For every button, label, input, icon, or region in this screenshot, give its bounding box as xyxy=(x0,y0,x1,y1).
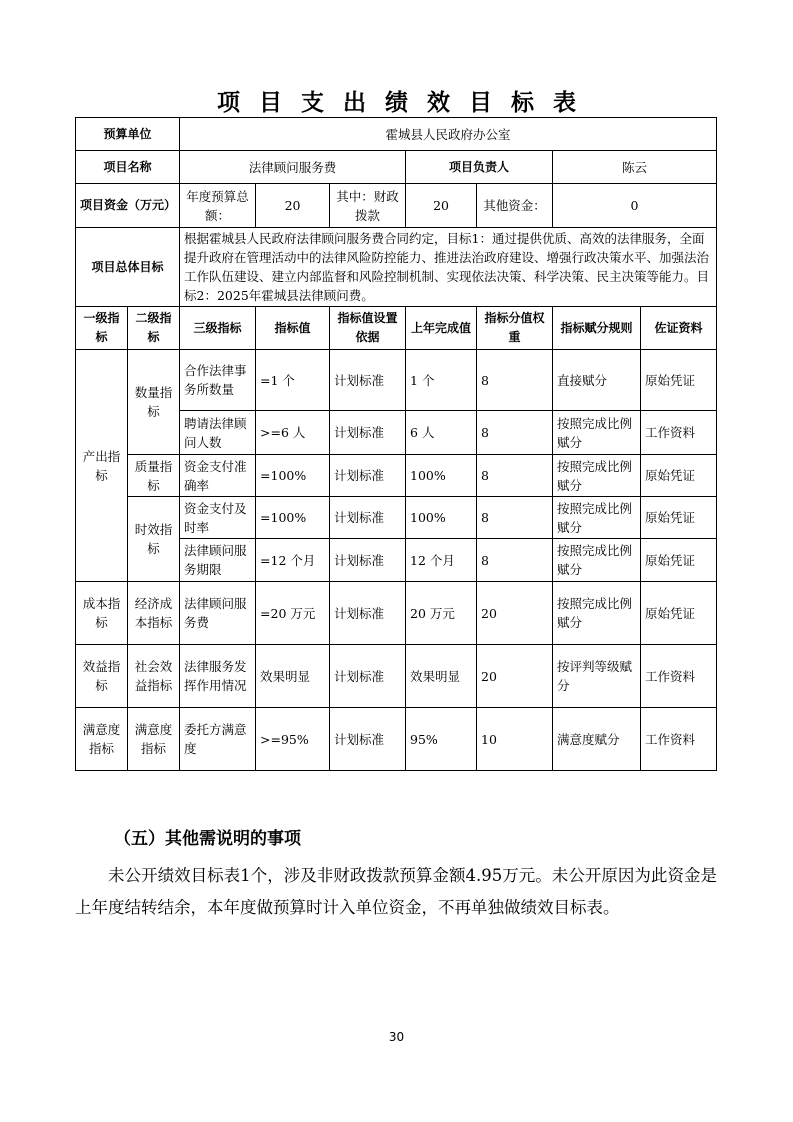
indicator-value: =1 个 xyxy=(256,350,330,411)
indicator-last: 效果明显 xyxy=(406,645,477,708)
annual-budget-value: 20 xyxy=(256,184,330,228)
table-row xyxy=(76,455,717,497)
indicator-name: 法律顾问服务期限 xyxy=(180,539,256,582)
indicator-name: 资金支付准确率 xyxy=(180,455,256,497)
indicator-last: 100% xyxy=(406,497,477,539)
header-evidence: 佐证资料 xyxy=(641,307,717,350)
group-economic-cost: 经济成本指标 xyxy=(128,582,180,645)
indicator-name: 委托方满意度 xyxy=(180,708,256,771)
indicator-value: =100% xyxy=(256,497,330,539)
group-cost: 成本指标 xyxy=(76,582,128,645)
header-level1: 一级指标 xyxy=(76,307,128,350)
group-satisfaction: 满意度指标 xyxy=(76,708,128,771)
goal-label: 项目总体目标 xyxy=(76,228,180,307)
indicator-value: =100% xyxy=(256,455,330,497)
indicator-weight: 8 xyxy=(477,497,553,539)
indicator-name: 法律顾问服务费 xyxy=(180,582,256,645)
indicator-basis: 计划标准 xyxy=(330,582,406,645)
other-funds-label: 其他资金： xyxy=(477,184,553,228)
page-number: 30 xyxy=(388,1030,405,1044)
indicator-last: 12 个月 xyxy=(406,539,477,582)
indicator-evidence: 原始凭证 xyxy=(641,582,717,645)
indicator-rule: 直接赋分 xyxy=(553,350,641,411)
section-heading: （五）其他需说明的事项 xyxy=(114,829,301,849)
goal-text: 根据霍城县人民政府法律顾问服务费合同约定，目标1：通过提供优质、高效的法律服务，全面提升政府在管理活动中的法律风险防控能力、推进法治政府建设、增强行政决策水平、加强法治工作队伍建设、建立内部监督和风险控制机制、实现依法决策、科学决策、民主决策等能力。目标2：2025年霍城县法律顾问费。 xyxy=(180,228,717,307)
goal-row xyxy=(76,228,717,307)
indicator-evidence: 工作资料 xyxy=(641,645,717,708)
indicator-rule: 满意度赋分 xyxy=(553,708,641,771)
group-timeliness: 时效指标 xyxy=(128,497,180,582)
budget-unit-row xyxy=(76,118,717,151)
header-rule: 指标赋分规则 xyxy=(553,307,641,350)
funds-label: 项目资金（万元） xyxy=(76,184,180,228)
group-quantity: 数量指标 xyxy=(128,350,180,455)
project-name-row xyxy=(76,151,717,184)
indicator-weight: 8 xyxy=(477,539,553,582)
project-name-value: 法律顾问服务费 xyxy=(180,151,406,184)
indicator-basis: 计划标准 xyxy=(330,645,406,708)
table-row xyxy=(76,645,717,708)
other-funds-value: 0 xyxy=(553,184,717,228)
indicator-rule: 按评判等级赋分 xyxy=(553,645,641,708)
indicator-last: 1 个 xyxy=(406,350,477,411)
indicator-evidence: 工作资料 xyxy=(641,411,717,455)
indicator-evidence: 原始凭证 xyxy=(641,497,717,539)
indicator-value: 效果明显 xyxy=(256,645,330,708)
indicator-name: 合作法律事务所数量 xyxy=(180,350,256,411)
indicator-value: =12 个月 xyxy=(256,539,330,582)
indicator-last: 100% xyxy=(406,455,477,497)
indicator-rule: 按照完成比例赋分 xyxy=(553,411,641,455)
header-basis: 指标值设置依据 xyxy=(330,307,406,350)
indicator-rule: 按照完成比例赋分 xyxy=(553,455,641,497)
performance-table xyxy=(75,117,717,771)
header-level3: 三级指标 xyxy=(180,307,256,350)
indicator-evidence: 工作资料 xyxy=(641,708,717,771)
header-value: 指标值 xyxy=(256,307,330,350)
table-row xyxy=(76,582,717,645)
table-row xyxy=(76,497,717,539)
funds-row xyxy=(76,184,717,228)
indicator-weight: 8 xyxy=(477,350,553,411)
indicator-value: >=6 人 xyxy=(256,411,330,455)
indicator-value: >=95% xyxy=(256,708,330,771)
indicator-rule: 按照完成比例赋分 xyxy=(553,539,641,582)
indicator-evidence: 原始凭证 xyxy=(641,539,717,582)
header-level2: 二级指标 xyxy=(128,307,180,350)
indicator-last: 95% xyxy=(406,708,477,771)
indicator-weight: 20 xyxy=(477,645,553,708)
group-benefit: 效益指标 xyxy=(76,645,128,708)
indicator-basis: 计划标准 xyxy=(330,411,406,455)
header-last-year: 上年完成值 xyxy=(406,307,477,350)
budget-unit-value: 霍城县人民政府办公室 xyxy=(180,118,717,151)
owner-label: 项目负责人 xyxy=(406,151,553,184)
indicator-rule: 按照完成比例赋分 xyxy=(553,497,641,539)
indicator-name: 法律服务发挥作用情况 xyxy=(180,645,256,708)
indicator-basis: 计划标准 xyxy=(330,350,406,411)
indicator-weight: 10 xyxy=(477,708,553,771)
indicator-basis: 计划标准 xyxy=(330,539,406,582)
indicator-basis: 计划标准 xyxy=(330,455,406,497)
indicator-last: 6 人 xyxy=(406,411,477,455)
page-title: 项目支出绩效目标表 xyxy=(217,89,595,116)
group-social-benefit: 社会效益指标 xyxy=(128,645,180,708)
indicator-basis: 计划标准 xyxy=(330,497,406,539)
project-name-label: 项目名称 xyxy=(76,151,180,184)
fiscal-label: 其中：财政拨款 xyxy=(330,184,406,228)
header-weight: 指标分值权重 xyxy=(477,307,553,350)
fiscal-value: 20 xyxy=(406,184,477,228)
indicator-weight: 8 xyxy=(477,455,553,497)
indicator-rule: 按照完成比例赋分 xyxy=(553,582,641,645)
group-output: 产出指标 xyxy=(76,350,128,582)
group-quality: 质量指标 xyxy=(128,455,180,497)
indicator-weight: 8 xyxy=(477,411,553,455)
indicator-weight: 20 xyxy=(477,582,553,645)
annual-budget-label: 年度预算总额： xyxy=(180,184,256,228)
header-row xyxy=(76,307,717,350)
indicator-evidence: 原始凭证 xyxy=(641,455,717,497)
owner-value: 陈云 xyxy=(553,151,717,184)
body-paragraph: 未公开绩效目标表1个，涉及非财政拨款预算金额4.95万元。未公开原因为此资金是上年度结转结余，本年度做预算时计入单位资金，不再单独做绩效目标表。 xyxy=(75,866,717,917)
indicator-value: =20 万元 xyxy=(256,582,330,645)
table-row xyxy=(76,708,717,771)
indicator-evidence: 原始凭证 xyxy=(641,350,717,411)
indicator-name: 资金支付及时率 xyxy=(180,497,256,539)
budget-unit-label: 预算单位 xyxy=(76,118,180,151)
group-satisfaction-sub: 满意度指标 xyxy=(128,708,180,771)
indicator-basis: 计划标准 xyxy=(330,708,406,771)
indicator-last: 20 万元 xyxy=(406,582,477,645)
table-row xyxy=(76,350,717,411)
indicator-name: 聘请法律顾问人数 xyxy=(180,411,256,455)
